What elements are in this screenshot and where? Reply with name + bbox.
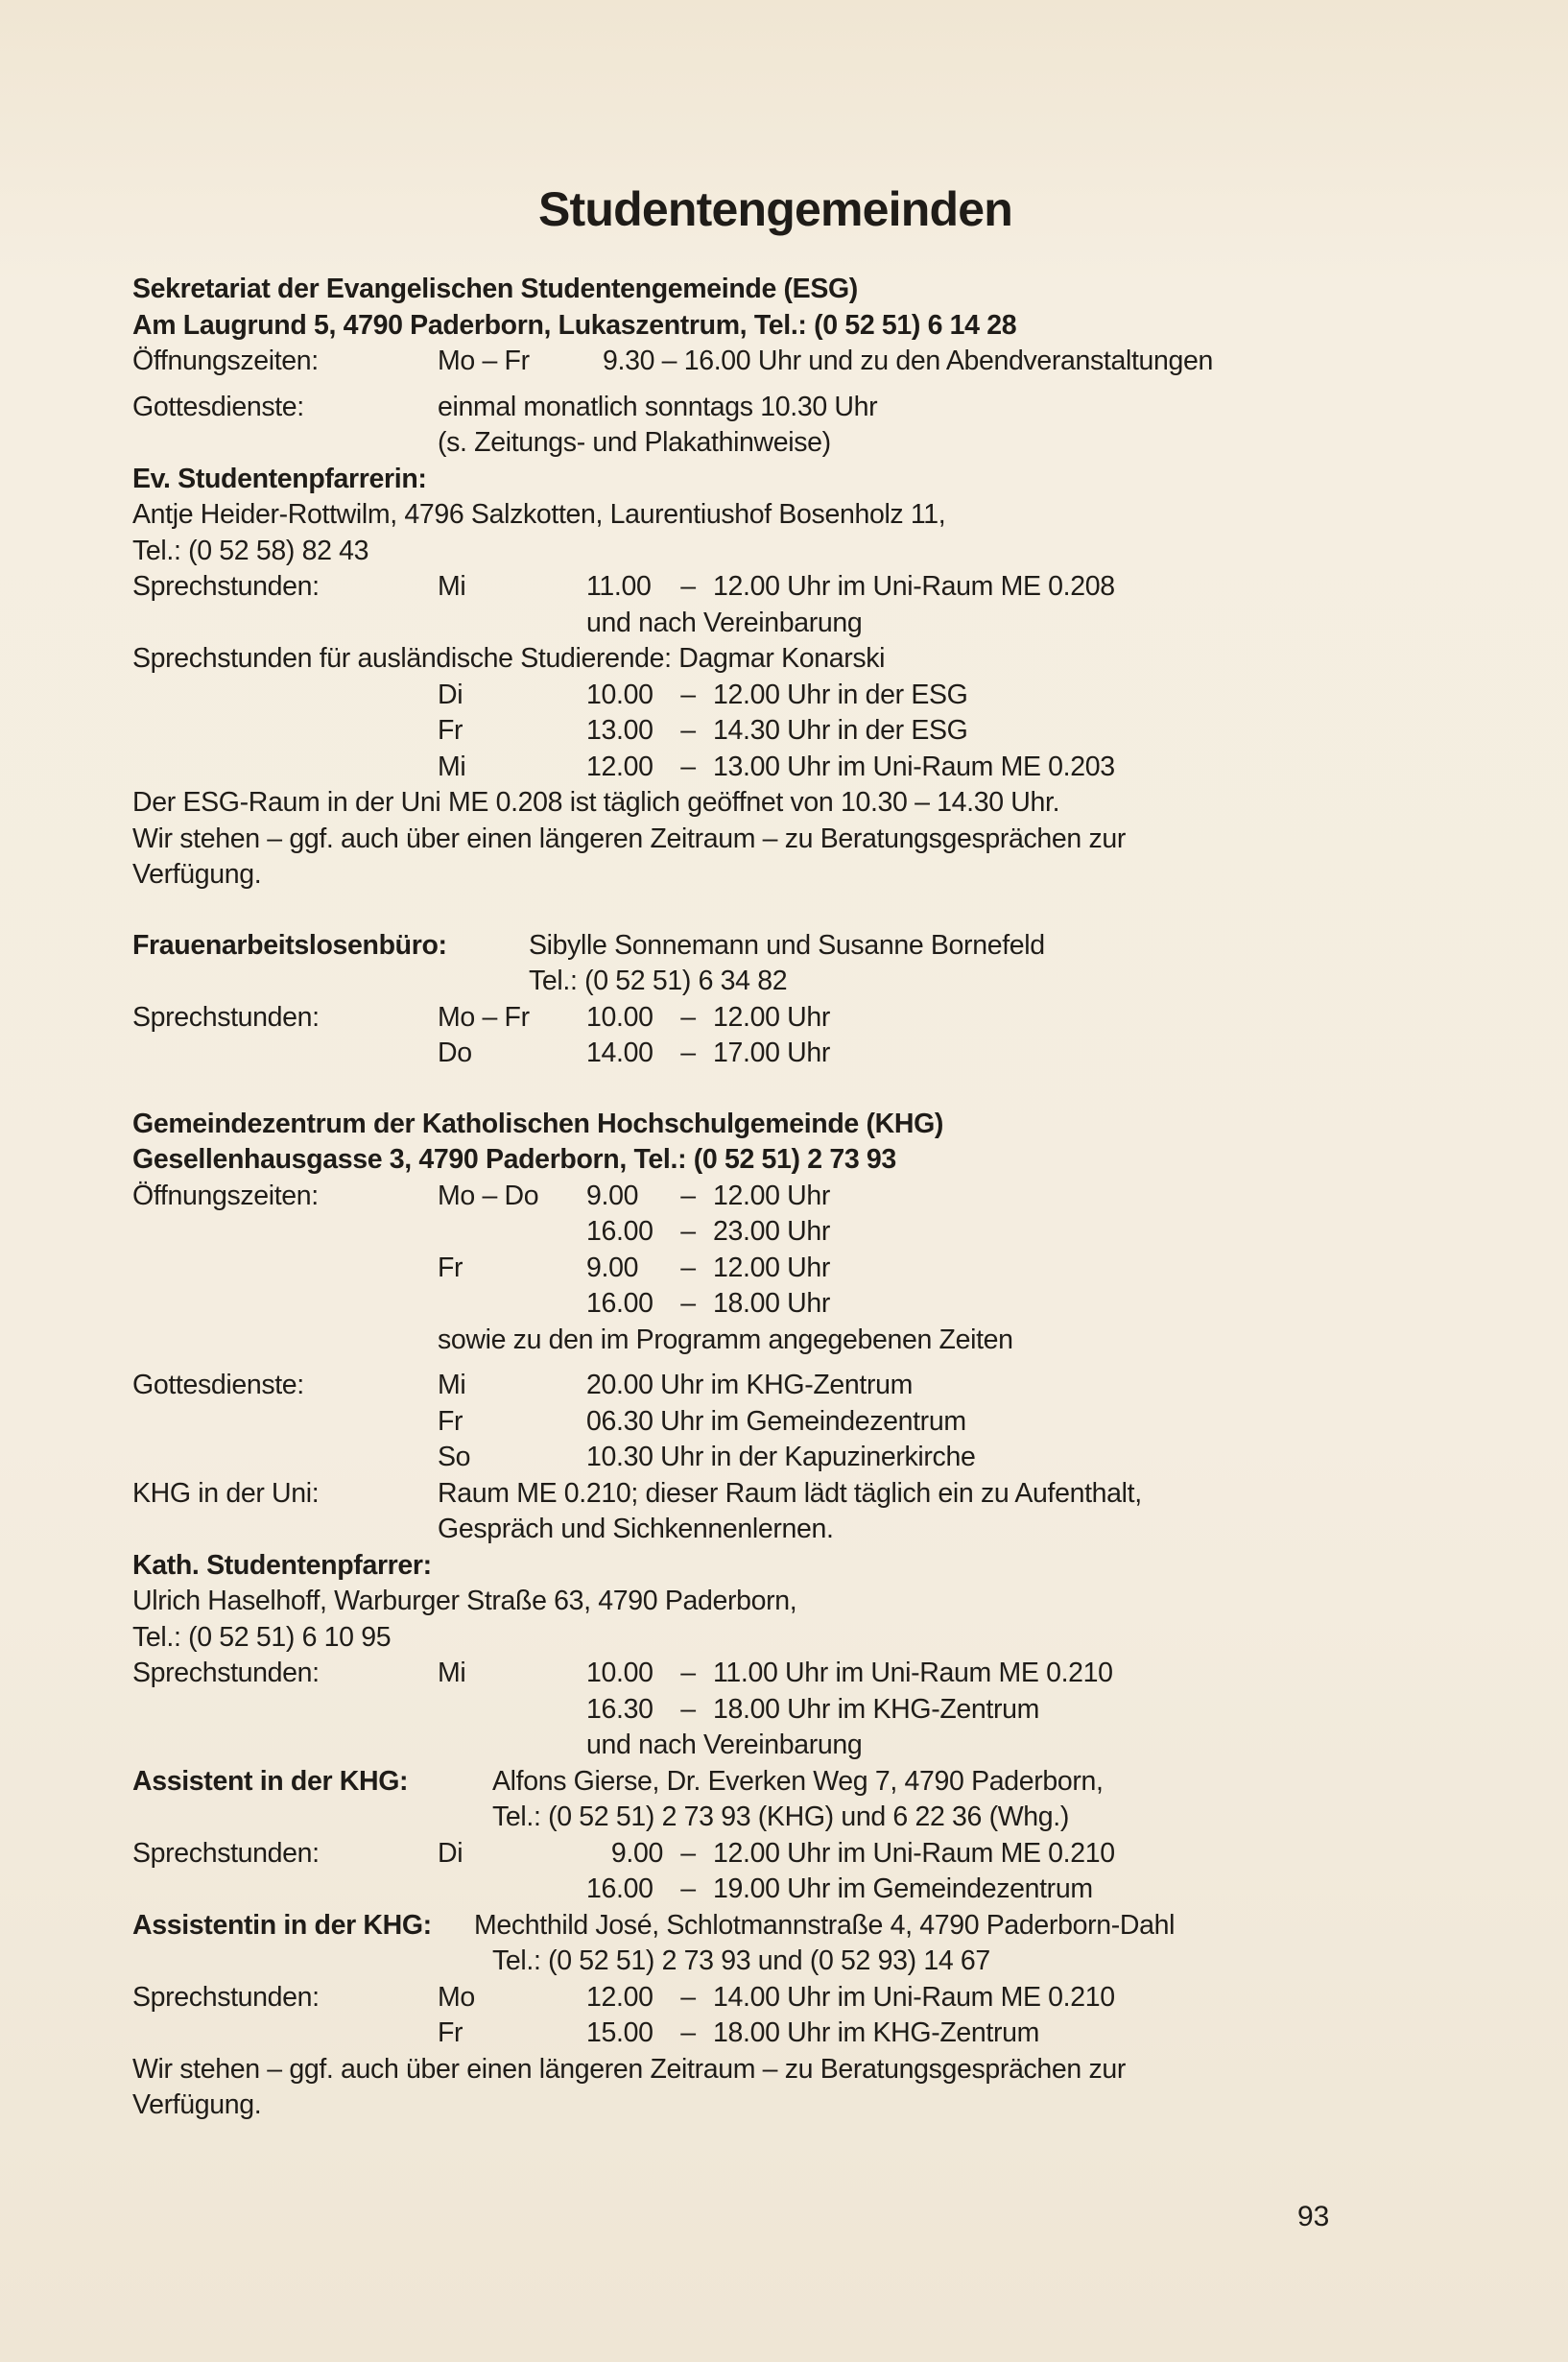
time-rest: 17.00 Uhr	[713, 1038, 831, 1068]
time-rest: 12.00 Uhr im Uni-Raum ME 0.210	[713, 1837, 1115, 1869]
day: Fr	[438, 1252, 463, 1283]
label: Gottesdienste:	[132, 1370, 304, 1400]
time-rest: 12.00 Uhr	[713, 1180, 831, 1211]
esg-foreign-students: Sprechstunden für ausländische Studierende: Dagmar Konarski	[132, 643, 886, 674]
day: Fr	[438, 1405, 463, 1437]
dash: –	[680, 571, 696, 602]
time-rest: 18.00 Uhr	[713, 1288, 831, 1319]
dash: –	[680, 1981, 696, 2013]
khg-heading: Gemeindezentrum der Katholischen Hochschulgemeinde (KHG)	[132, 1108, 944, 1139]
esg-foreign-row	[132, 713, 1409, 750]
esg-pastor-phone: Tel.: (0 52 58) 82 43	[132, 535, 369, 566]
khg-uni-text2: Gespräch und Sichkennenlernen.	[438, 1514, 834, 1544]
esg-office-hours	[132, 569, 1409, 606]
day: Mi	[438, 751, 466, 782]
khg-assistant-row	[132, 1764, 1409, 1801]
dash: –	[680, 1693, 696, 1725]
assistant-address: Alfons Gierse, Dr. Everken Weg 7, 4790 Paderborn,	[492, 1765, 1104, 1797]
khg-address: Gesellenhausgasse 3, 4790 Paderborn, Tel.: (0 52 51) 2 73 93	[132, 1144, 896, 1175]
time-from: 9.00	[586, 1180, 639, 1211]
khg-services-row	[132, 1368, 1409, 1404]
khg-office-row	[132, 1656, 1409, 1692]
khg-opening-row	[132, 1251, 1409, 1287]
time-rest: 12.00 Uhr im Uni-Raum ME 0.208	[713, 571, 1115, 602]
time-from: 12.00	[586, 1981, 653, 2013]
label: Sprechstunden:	[132, 1658, 320, 1688]
day	[438, 1286, 586, 1323]
esg-room-note: Der ESG-Raum in der Uni ME 0.208 ist täglich geöffnet von 10.30 – 14.30 Uhr.	[132, 787, 1060, 818]
frauen-row	[132, 928, 1409, 965]
time-from: 16.00	[586, 1873, 653, 1904]
khg-opening-row	[132, 1286, 1409, 1323]
dash: –	[680, 1252, 696, 1283]
khg-opening-row	[132, 1179, 1409, 1215]
time-rest: 12.00 Uhr in der ESG	[713, 679, 968, 710]
label: Gottesdienste:	[132, 391, 304, 422]
esg-address: Am Laugrund 5, 4790 Paderborn, Lukaszentrum, Tel.: (0 52 51) 6 14 28	[132, 309, 1017, 341]
day: Mi	[438, 571, 466, 602]
time-from: 13.00	[586, 715, 653, 746]
time-from: 16.30	[586, 1693, 653, 1725]
page-number: 93	[1297, 2201, 1330, 2232]
khg-services-row	[132, 1404, 1409, 1441]
time-rest: 23.00 Uhr	[713, 1216, 831, 1247]
dash: –	[680, 1288, 696, 1319]
time-rest: 18.00 Uhr im KHG-Zentrum	[713, 2017, 1040, 2048]
time-from: 16.00	[586, 1288, 653, 1319]
dash: –	[680, 1658, 696, 1688]
time-rest: 19.00 Uhr im Gemeindezentrum	[713, 1873, 1093, 1904]
khg-counseling-line1: Wir stehen – ggf. auch über einen längeren Zeitraum – zu Beratungsgesprächen zur	[132, 2053, 1127, 2085]
esg-counseling-line2: Verfügung.	[132, 859, 262, 890]
khg-pastor-address: Ulrich Haselhoff, Warburger Straße 63, 4790 Paderborn,	[132, 1586, 797, 1616]
khg-counseling-line2: Verfügung.	[132, 2089, 262, 2120]
label: Öffnungszeiten:	[132, 346, 319, 376]
label: Sprechstunden:	[132, 1981, 320, 2013]
time-from: 16.00	[586, 1216, 653, 1247]
dash: –	[680, 1180, 696, 1211]
day: Mi	[438, 1370, 466, 1400]
frauen-hours-row	[132, 1000, 1409, 1037]
time-from: 10.00	[586, 1001, 653, 1033]
assistant-label: Assistent in der KHG:	[132, 1765, 409, 1797]
assistant2-label: Assistentin in der KHG:	[132, 1909, 432, 1941]
day: Mi	[438, 1658, 466, 1688]
esg-office-extra: und nach Vereinbarung	[586, 607, 863, 638]
khg-office-extra: und nach Vereinbarung	[586, 1730, 863, 1760]
page-content	[132, 180, 1409, 2124]
time-rest: 13.00 Uhr im Uni-Raum ME 0.203	[713, 751, 1115, 782]
uni-text: Raum ME 0.210; dieser Raum lädt täglich ein zu Aufenthalt,	[438, 1477, 1142, 1509]
time-from: 15.00	[586, 2017, 653, 2048]
services-text: einmal monatlich sonntags 10.30 Uhr	[438, 391, 878, 422]
khg-assistant2-row	[132, 1908, 1409, 1944]
time-rest: 14.00 Uhr im Uni-Raum ME 0.210	[713, 1981, 1115, 2013]
assistant-hours-row	[132, 1872, 1409, 1908]
service-text: 06.30 Uhr im Gemeindezentrum	[586, 1405, 966, 1437]
time-from: 12.00	[586, 751, 653, 782]
label: Sprechstunden:	[132, 571, 320, 602]
khg-uni-row	[132, 1476, 1409, 1513]
day: Di	[438, 1837, 463, 1869]
frauen-label: Frauenarbeitslosenbüro:	[132, 929, 447, 961]
service-text: 20.00 Uhr im KHG-Zentrum	[586, 1370, 914, 1400]
esg-opening-hours	[132, 344, 1409, 380]
esg-pastor-address: Antje Heider-Rottwilm, 4796 Salzkotten, Laurentiushof Bosenholz 11,	[132, 499, 946, 530]
time-rest: 11.00 Uhr im Uni-Raum ME 0.210	[713, 1658, 1113, 1688]
label: KHG in der Uni:	[132, 1477, 320, 1509]
assistant-hours-row	[132, 1836, 1409, 1873]
time-from: 14.00	[586, 1038, 653, 1068]
assistant2-address: Mechthild José, Schlotmannstraße 4, 4790 Paderborn-Dahl	[474, 1909, 1176, 1941]
dash: –	[680, 2017, 696, 2048]
times: 9.30 – 16.00 Uhr und zu den Abendveranstaltungen	[603, 346, 1214, 376]
day: So	[438, 1442, 471, 1472]
day: Di	[438, 679, 463, 710]
dash: –	[680, 1001, 696, 1033]
day: Mo – Fr	[438, 1001, 530, 1033]
time-from: 9.00	[610, 1837, 663, 1869]
esg-services	[132, 390, 1409, 426]
day	[438, 1214, 586, 1251]
dash: –	[680, 1873, 696, 1904]
day: Fr	[438, 715, 463, 746]
khg-services-row	[132, 1440, 1409, 1476]
assistant2-hours-row	[132, 2016, 1409, 2052]
khg-office-row	[132, 1692, 1409, 1729]
days: Mo – Fr	[438, 346, 530, 376]
dash: –	[680, 679, 696, 710]
time-from: 10.00	[586, 1658, 653, 1688]
time-rest: 18.00 Uhr im KHG-Zentrum	[713, 1693, 1040, 1725]
esg-services-note: (s. Zeitungs- und Plakathinweise)	[438, 427, 831, 458]
esg-counseling-line1: Wir stehen – ggf. auch über einen längeren Zeitraum – zu Beratungsgesprächen zur	[132, 823, 1127, 854]
esg-heading: Sekretariat der Evangelischen Studentengemeinde (ESG)	[132, 274, 858, 304]
assistant2-phone: Tel.: (0 52 51) 2 73 93 und (0 52 93) 14 67	[492, 1945, 990, 1976]
time-from: 9.00	[586, 1252, 639, 1283]
dash: –	[680, 1837, 696, 1869]
time-rest: 14.30 Uhr in der ESG	[713, 715, 968, 746]
khg-pastor-phone: Tel.: (0 52 51) 6 10 95	[132, 1621, 392, 1653]
time-from: 11.00	[586, 571, 652, 602]
assistant-phone: Tel.: (0 52 51) 2 73 93 (KHG) und 6 22 36 (Whg.)	[492, 1801, 1070, 1832]
esg-foreign-row	[132, 678, 1409, 714]
dash: –	[680, 751, 696, 782]
time-rest: 12.00 Uhr	[713, 1001, 831, 1033]
khg-pastor-heading: Kath. Studentenpfarrer:	[132, 1549, 432, 1581]
time-from: 10.00	[586, 679, 653, 710]
khg-opening-row	[132, 1214, 1409, 1251]
dash: –	[680, 1038, 696, 1068]
day: Do	[438, 1038, 472, 1068]
day: Mo	[438, 1981, 475, 2013]
dash: –	[680, 715, 696, 746]
frauen-hours-row	[132, 1036, 1409, 1072]
label: Sprechstunden:	[132, 1837, 320, 1869]
day: Mo – Do	[438, 1180, 539, 1211]
service-text: 10.30 Uhr in der Kapuzinerkirche	[586, 1442, 976, 1472]
label: Öffnungszeiten:	[132, 1180, 319, 1211]
esg-foreign-row	[132, 750, 1409, 786]
esg-pastor-heading: Ev. Studentenpfarrerin:	[132, 463, 427, 494]
dash: –	[680, 1216, 696, 1247]
time-rest: 12.00 Uhr	[713, 1252, 831, 1283]
day: Fr	[438, 2017, 463, 2048]
khg-opening-extra: sowie zu den im Programm angegebenen Zeiten	[438, 1324, 1013, 1355]
frauen-phone: Tel.: (0 52 51) 6 34 82	[529, 966, 788, 996]
label: Sprechstunden:	[132, 1001, 320, 1033]
page-title: Studentengemeinden	[538, 182, 1012, 236]
frauen-names: Sibylle Sonnemann und Susanne Bornefeld	[529, 929, 1045, 961]
assistant2-hours-row	[132, 1980, 1409, 2016]
